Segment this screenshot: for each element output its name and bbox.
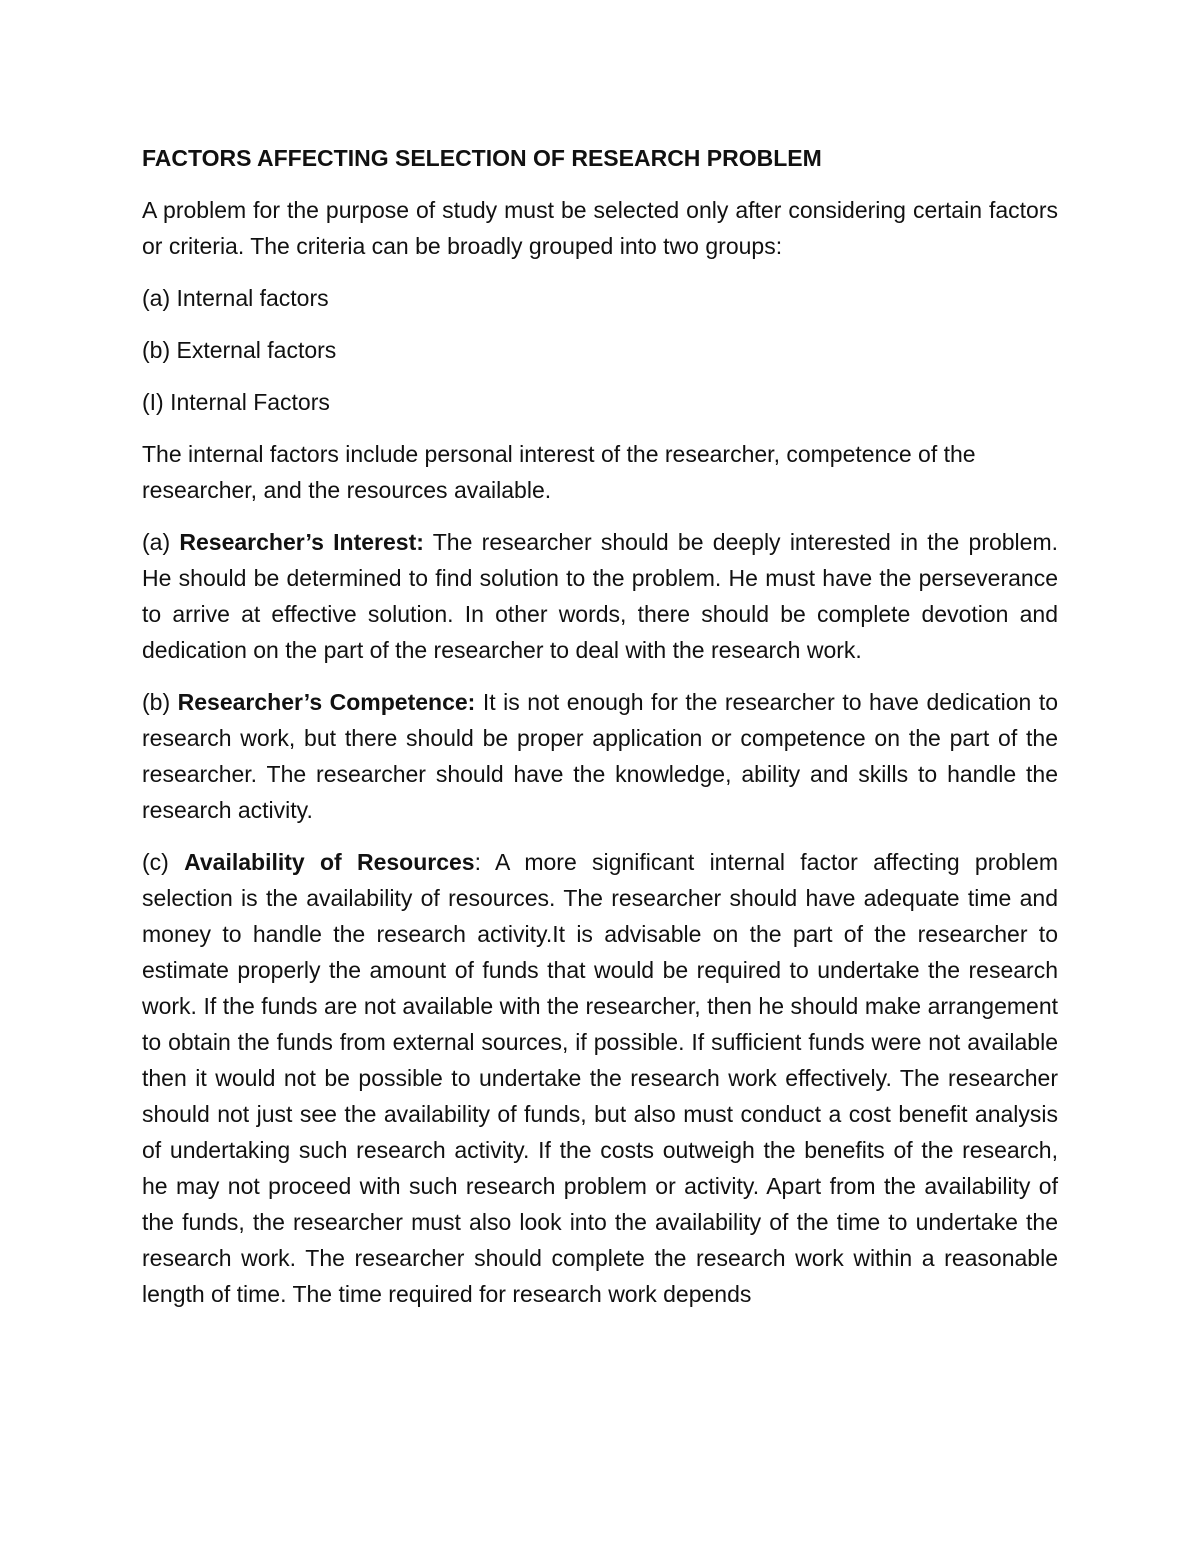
section-internal-heading: (I) Internal Factors [142,389,330,415]
item-c-text: : A more significant internal factor affecting problem selection is the availability of resources. The researcher should have adequate time and money to handle the research activity.It is advisable on the part of the researcher to estimate properly the amount of funds that would be required to undertake the research work. If the funds are not available with the researcher, then he should make arrangement to obtain the funds from external sources, if possible. If sufficient funds were not available then it would not be possible to undertake the research work effectively. The researcher should not just see the availability of funds, but also must conduct a cost benefit analysis of undertaking such research activity. If the costs outweigh the benefits of the research, he may not proceed with such research problem or activity. Apart from the availability of the funds, the researcher must also look into the availability of the time to undertake the research work. The researcher should complete the research work within a reasonable length of time. The time required for research work depends [142,849,1058,1307]
document-title: FACTORS AFFECTING SELECTION OF RESEARCH PROBLEM [142,145,822,171]
item-c-label: Availability of Resources [184,849,475,875]
item-a-text: The researcher should be deeply interested in the problem. He should be determined to find solution to the problem. He must have the perseverance to arrive at effective solution. In other words, there should be complete devotion and dedication on the part of the researcher to deal with the research work. [142,529,1059,663]
group-a-line: (a) Internal factors [142,285,329,311]
item-c-paragraph [142,844,1058,1312]
intro-paragraph: A problem for the purpose of study must be selected only after considering certain factors or criteria. The criteria can be broadly grouped into two groups: [142,197,1058,259]
internal-intro-paragraph: The internal factors include personal interest of the researcher, competence of the researcher, and the resources available. [142,441,976,503]
item-a-prefix: (a) [142,529,180,555]
item-b-paragraph [142,684,1058,828]
item-a-paragraph [142,524,1058,668]
document-page [142,140,1058,1328]
group-b-line: (b) External factors [142,337,337,363]
item-b-label: Researcher’s Competence: [177,689,476,715]
item-c-prefix: (c) [142,849,185,875]
item-b-text: It is not enough for the researcher to have dedication to research work, but there should be proper application or competence on the part of the researcher. The researcher should have the knowledge, ability and skills to handle the research activity. [142,689,1059,823]
item-b-prefix: (b) [142,689,178,715]
item-a-label: Researcher’s Interest: [179,529,424,555]
